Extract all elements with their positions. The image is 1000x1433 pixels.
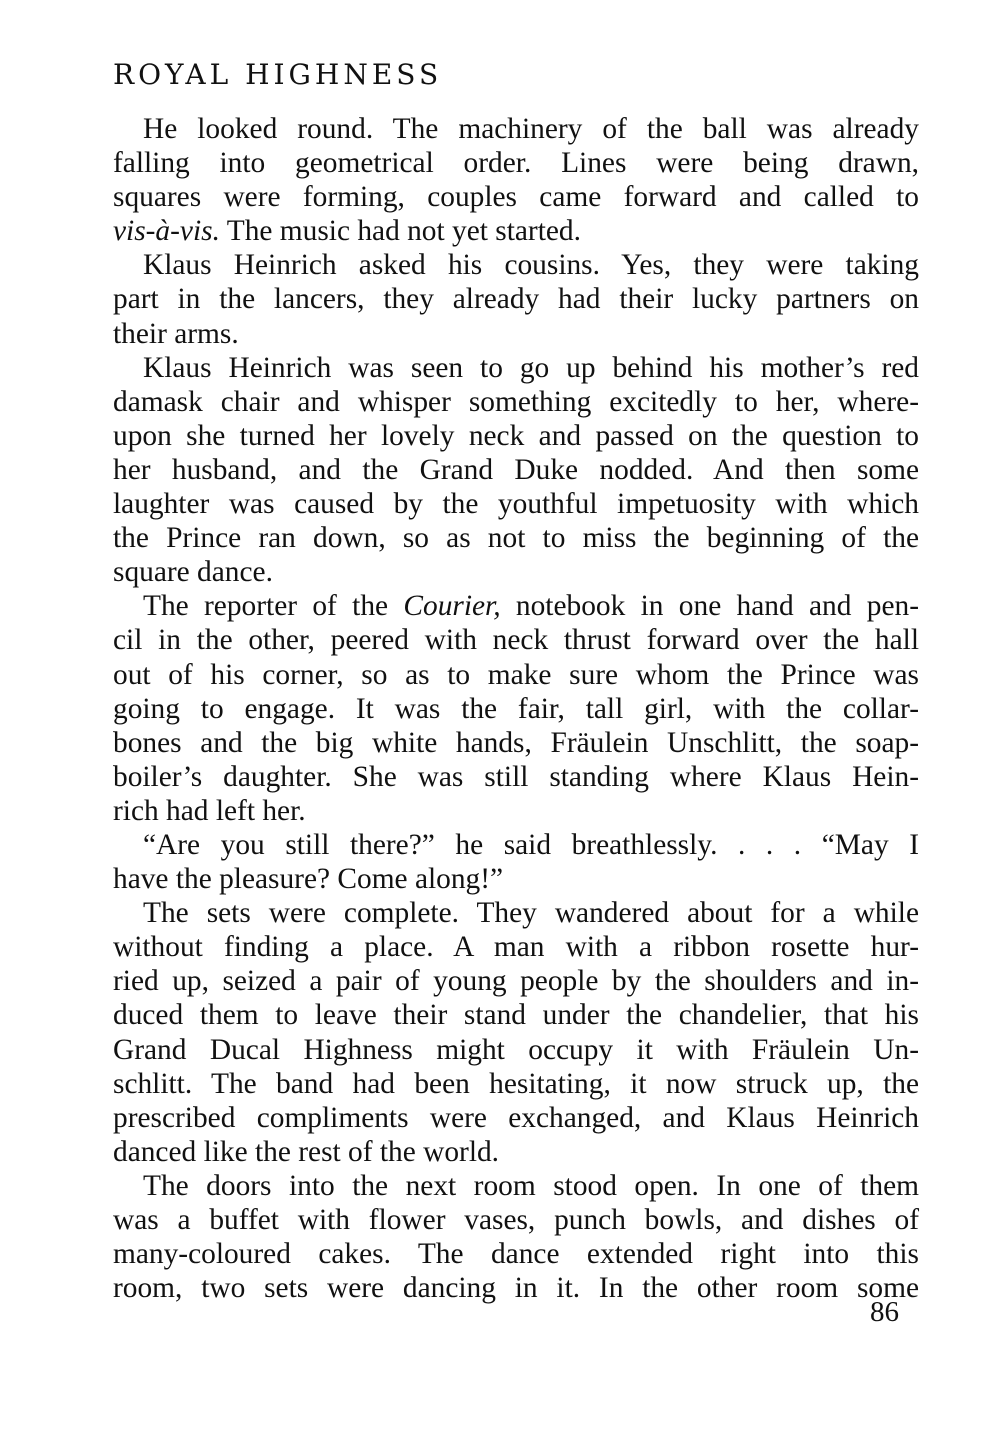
text-run: notebook in one hand and pen- — [500, 590, 920, 623]
text-line: He looked round. The machinery of the ball was already — [143, 113, 919, 145]
text-line — [113, 214, 919, 248]
text-line: ried up, seized a pair of young people by the shoulders and in- — [113, 965, 919, 998]
text-line: Grand Ducal Highness might occupy it with Fräulein Un- — [113, 1033, 919, 1066]
text-run: The music had not yet started. — [219, 215, 581, 248]
paragraph — [113, 112, 919, 248]
text-line: their arms. — [113, 317, 239, 350]
text-line: The sets were complete. They wandered about for a while — [143, 897, 919, 930]
text-line — [113, 589, 919, 623]
text-line: duced them to leave their stand under the chandelier, that his — [113, 999, 919, 1032]
text-line: was a buffet with flower vases, punch bowls, and dishes of — [113, 1204, 919, 1236]
text-line: boiler’s daughter. She was still standing where Klaus Hein- — [113, 760, 919, 793]
text-line: the Prince ran down, so as not to miss the beginning of the — [113, 522, 919, 555]
text-line: square dance. — [113, 556, 273, 589]
text-run: The reporter of the — [143, 590, 404, 623]
text-line: going to engage. It was the fair, tall girl, with the collar- — [113, 692, 919, 725]
paragraph — [113, 351, 919, 590]
text-line: schlitt. The band had been hesitating, it now struck up, the — [113, 1067, 919, 1100]
text-line: cil in the other, peered with neck thrust forward over the hall — [113, 624, 919, 657]
text-line: The doors into the next room stood open. In one of them — [143, 1169, 919, 1202]
body-text — [113, 112, 919, 1305]
running-head-title: ROYAL HIGHNESS — [113, 58, 443, 91]
paragraph — [113, 589, 919, 828]
paragraph — [113, 248, 919, 350]
text-line: danced like the rest of the world. — [113, 1135, 500, 1168]
text-line: falling into geometrical order. Lines were being drawn, — [113, 147, 919, 180]
paragraph — [113, 896, 919, 1169]
text-line: upon she turned her lovely neck and passed on the question to — [113, 419, 919, 452]
italic-phrase: Courier, — [403, 590, 501, 623]
text-line: part in the lancers, they already had their lucky partners on — [113, 283, 919, 316]
text-line: “Are you still there?” he said breathlessly. . . . “May I — [143, 828, 919, 861]
text-line: laughter was caused by the youthful impetuosity with which — [113, 488, 919, 521]
text-line: bones and the big white hands, Fräulein Unschlitt, the soap- — [113, 726, 919, 759]
text-line: rich had left her. — [113, 794, 306, 827]
text-line: prescribed compliments were exchanged, and Klaus Heinrich — [113, 1101, 919, 1134]
text-line: squares were forming, couples came forward and called to — [113, 181, 919, 214]
text-line: damask chair and whisper something excitedly to her, where- — [113, 385, 919, 418]
text-line: many-coloured cakes. The dance extended right into this — [113, 1238, 919, 1271]
paragraph — [113, 1169, 919, 1305]
text-line: have the pleasure? Come along!” — [113, 863, 504, 896]
text-line: Klaus Heinrich asked his cousins. Yes, they were taking — [143, 249, 919, 282]
text-line: out of his corner, so as to make sure whom the Prince was — [113, 658, 919, 691]
paragraph — [113, 828, 919, 896]
italic-phrase: vis-à-vis. — [113, 215, 220, 248]
text-line: room, two sets were dancing in it. In the other room some — [113, 1272, 919, 1305]
text-line: Klaus Heinrich was seen to go up behind his mother’s red — [143, 351, 919, 384]
text-line: her husband, and the Grand Duke nodded. And then some — [113, 453, 919, 486]
page-number: 86 — [870, 1296, 899, 1328]
text-line: without finding a place. A man with a ribbon rosette hur- — [113, 931, 919, 964]
